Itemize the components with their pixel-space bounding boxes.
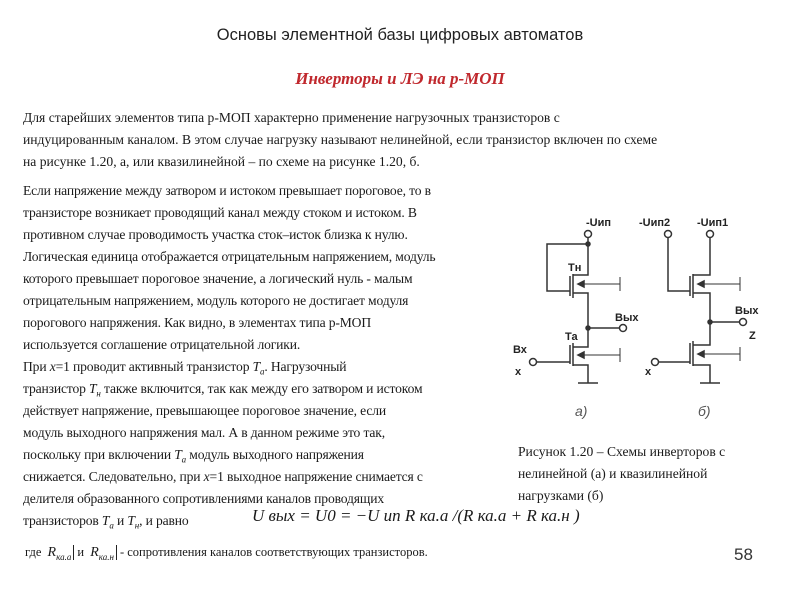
formula-legend: где $R_{ка.а}$ и $R_{ка.н}$ - сопротивления каналов соответствующих транзисторов. (25, 545, 428, 562)
output-label-a: Вых (615, 312, 639, 324)
body-line: Если напряжение между затвором и истоком превышает пороговое, то в (23, 183, 431, 198)
body-line: транзистор $T_н$ также включится, так как между его затвором и истоком (23, 381, 423, 399)
body-line: делителя образованного сопротивлениями каналов проводящих (23, 491, 384, 506)
active-transistor-label: Та (565, 331, 578, 343)
body-line: снижается. Следовательно, при x=1 выходное напряжение снимается с (23, 469, 423, 484)
body-line: порогового напряжения. Как видно, в элементах типа p-МОП (23, 315, 371, 330)
figure-a-label: а) (575, 403, 588, 419)
figure-caption (518, 441, 725, 507)
caption-line: Рисунок 1.20 – Схемы инверторов с (518, 444, 726, 459)
page-number: 58 (734, 545, 753, 564)
x-label-a: x (515, 366, 522, 378)
output-label-b: Вых (735, 305, 759, 317)
slide-subtitle: Инверторы и ЛЭ на p-МОП (295, 69, 505, 88)
caption-line: нагрузками (б) (518, 488, 604, 503)
body-line: транзисторе возникает проводящий канал между стоком и истоком. В (23, 205, 417, 220)
z-label: Z (749, 330, 756, 342)
body-line: которого превышает пороговое значение, а логический нуль - малым (23, 271, 413, 286)
output-terminal (620, 325, 627, 332)
output-voltage-formula: U вых = U0 = −U ип R ка.а /(R ка.а + R ка.н ) (252, 506, 580, 525)
body-line: поскольку при включении $T_а$ модуль выходного напряжения (23, 447, 364, 465)
figure-b-label: б) (698, 403, 711, 419)
input-label: Вх (513, 344, 527, 356)
input-terminal (530, 359, 537, 366)
x-label-b: x (645, 366, 652, 378)
circuit-a (530, 231, 627, 384)
body-line: Логическая единица отображается отрицательным напряжением, модуль (23, 249, 436, 264)
caption-line: нелинейной (а) и квазилинейной (518, 466, 708, 481)
body-line: модуль выходного напряжения мал. А в данном режиме это так, (23, 425, 385, 440)
intro-line: индуцированным каналом. В этом случае нагрузку называют нелинейной, если транзистор включен по схеме (23, 132, 658, 147)
body-line: транзисторов $T_а$ и $T_н$, и равно (23, 513, 189, 531)
intro-line: Для старейших элементов типа p-МОП характерно применение нагрузочных транзисторов с (23, 110, 560, 125)
body-line: действует напряжение, превышающее пороговое значение, если (23, 403, 387, 418)
body-line: При x=1 проводит активный транзистор $T_а$. Нагрузочный (23, 359, 347, 377)
circuit-b (652, 231, 747, 384)
supply2-label: -Uип2 (639, 217, 671, 229)
supply1-label: -Uип1 (697, 217, 729, 229)
slide-title: Основы элементной базы цифровых автоматов (216, 26, 584, 44)
body-line: противном случае проводимость участка сток–исток близка к нулю. (23, 227, 408, 242)
intro-line: на рисунке 1.20, а, или квазилинейной – по схеме на рисунке 1.20, б. (23, 154, 420, 169)
body-line: используется соглашение отрицательной логики. (23, 337, 301, 352)
body-line: отрицательным напряжением, модуль которого не достигает модуля (23, 293, 409, 308)
supply-terminal (585, 231, 592, 238)
load-transistor-label: Тн (568, 262, 582, 274)
supply-label-a: -Uип (586, 217, 612, 229)
